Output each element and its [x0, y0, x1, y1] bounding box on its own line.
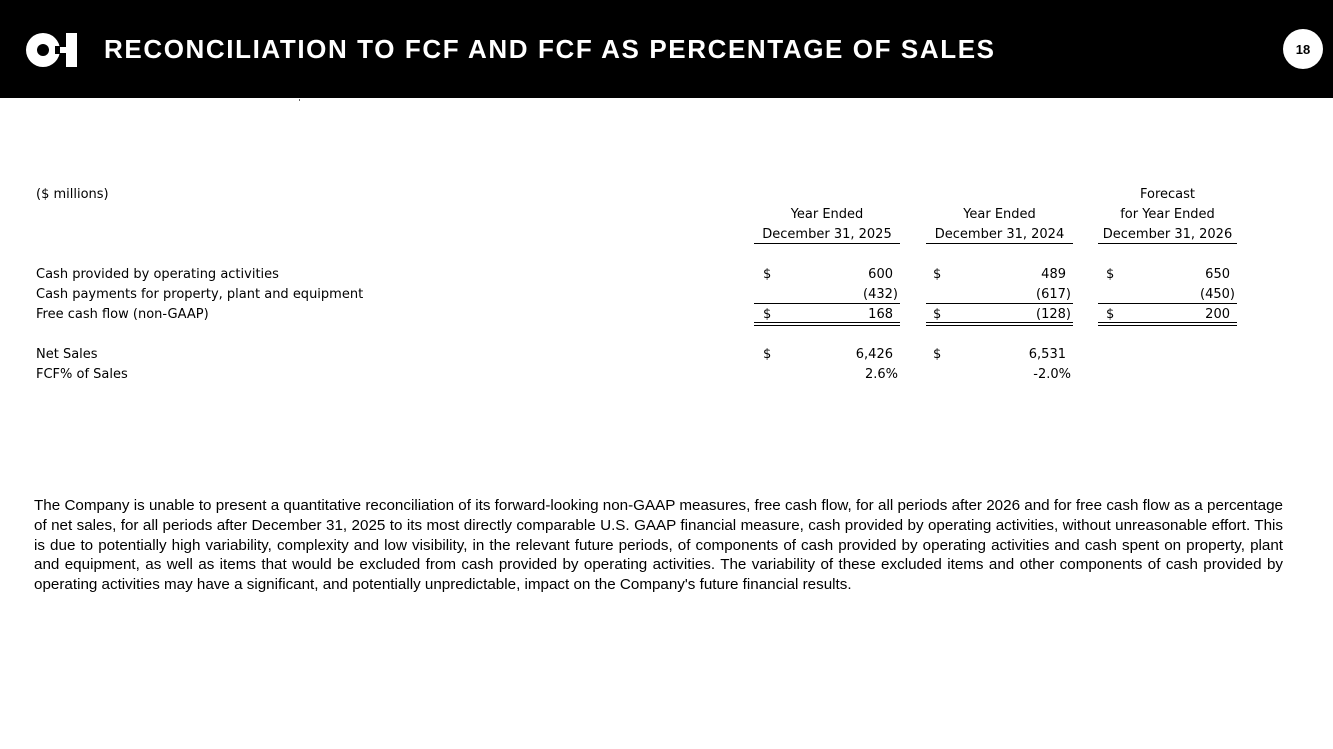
col-3-header-underline [1098, 243, 1237, 244]
col-2-header-line3: December 31, 2024 [934, 227, 1065, 242]
row-currency: $ [763, 267, 772, 282]
total-double-underline [926, 322, 1073, 323]
row-value: 6,531 [1028, 347, 1066, 362]
row-value: -2.0% [1033, 367, 1071, 382]
row-label: FCF% of Sales [36, 367, 128, 382]
row-label: Free cash flow (non-GAAP) [36, 307, 209, 322]
row-currency: $ [933, 267, 942, 282]
row-currency: $ [1106, 307, 1115, 322]
header-bar [0, 0, 1333, 98]
row-label: Cash payments for property, plant and equipment [36, 287, 364, 302]
row-value: (617) [1036, 287, 1071, 302]
page-title: RECONCILIATION TO FCF AND FCF AS PERCENTAGE OF SALES [104, 34, 996, 64]
page-number-badge: 18 [1283, 29, 1323, 69]
row-label: Net Sales [36, 347, 98, 362]
subtotal-underline [754, 303, 900, 304]
units-label: ($ millions) [36, 187, 109, 202]
total-double-underline [754, 325, 900, 326]
col-3-header-line2: for Year Ended [1120, 207, 1215, 222]
col-1-header-line3: December 31, 2025 [762, 227, 892, 242]
row-value: 200 [1205, 307, 1230, 322]
col-3-header-line1: Forecast [1139, 187, 1195, 202]
subtotal-underline [926, 303, 1073, 304]
row-currency: $ [1106, 267, 1115, 282]
row-currency: $ [933, 307, 942, 322]
total-double-underline [1098, 322, 1237, 323]
row-value: 2.6% [864, 367, 898, 382]
divider-mark [299, 99, 300, 101]
subtotal-underline [1098, 303, 1237, 304]
row-value: 600 [868, 267, 893, 282]
row-value: 489 [1041, 267, 1066, 282]
o-i-logo-icon [26, 32, 78, 68]
total-double-underline [926, 325, 1073, 326]
col-3-header-line3: December 31, 2026 [1102, 227, 1233, 242]
row-label: Cash provided by operating activities [36, 267, 279, 282]
total-double-underline [1098, 325, 1237, 326]
footnote-paragraph: The Company is unable to present a quantitative reconciliation of its forward-looking non-GAAP measures, free cash flow, for all periods after 2026 and for free cash flow as a percentage of net sales, for all periods after December 31, 2025 to its most directly comparable U.S. GAAP financial measure, cash provided by operating activities, without unreasonable effort. This is due to potentially high variability, complexity and low visibility, in the relevant future periods, of components of cash provided by operating activities and cash spent on property, plant and equipment, as well as items that would be excluded from cash provided by operating activities. The variability of these excluded items and other components of cash provided by operating activities may have a significant, and potentially unpredictable, impact on the Company's future financial results. [34, 497, 1283, 594]
col-1-header-line2: Year Ended [790, 207, 864, 222]
row-currency: $ [763, 307, 772, 322]
col-1-header-underline [754, 243, 900, 244]
row-value: 6,426 [855, 347, 893, 362]
row-value: (128) [1036, 307, 1071, 322]
col-2-header-underline [926, 243, 1073, 244]
row-currency: $ [933, 347, 942, 362]
row-value: 650 [1205, 267, 1230, 282]
row-value: (432) [863, 287, 898, 302]
col-2-header-line2: Year Ended [963, 207, 1036, 222]
row-value: 168 [868, 307, 893, 322]
row-currency: $ [763, 347, 772, 362]
row-value: (450) [1200, 287, 1235, 302]
total-double-underline [754, 322, 900, 323]
